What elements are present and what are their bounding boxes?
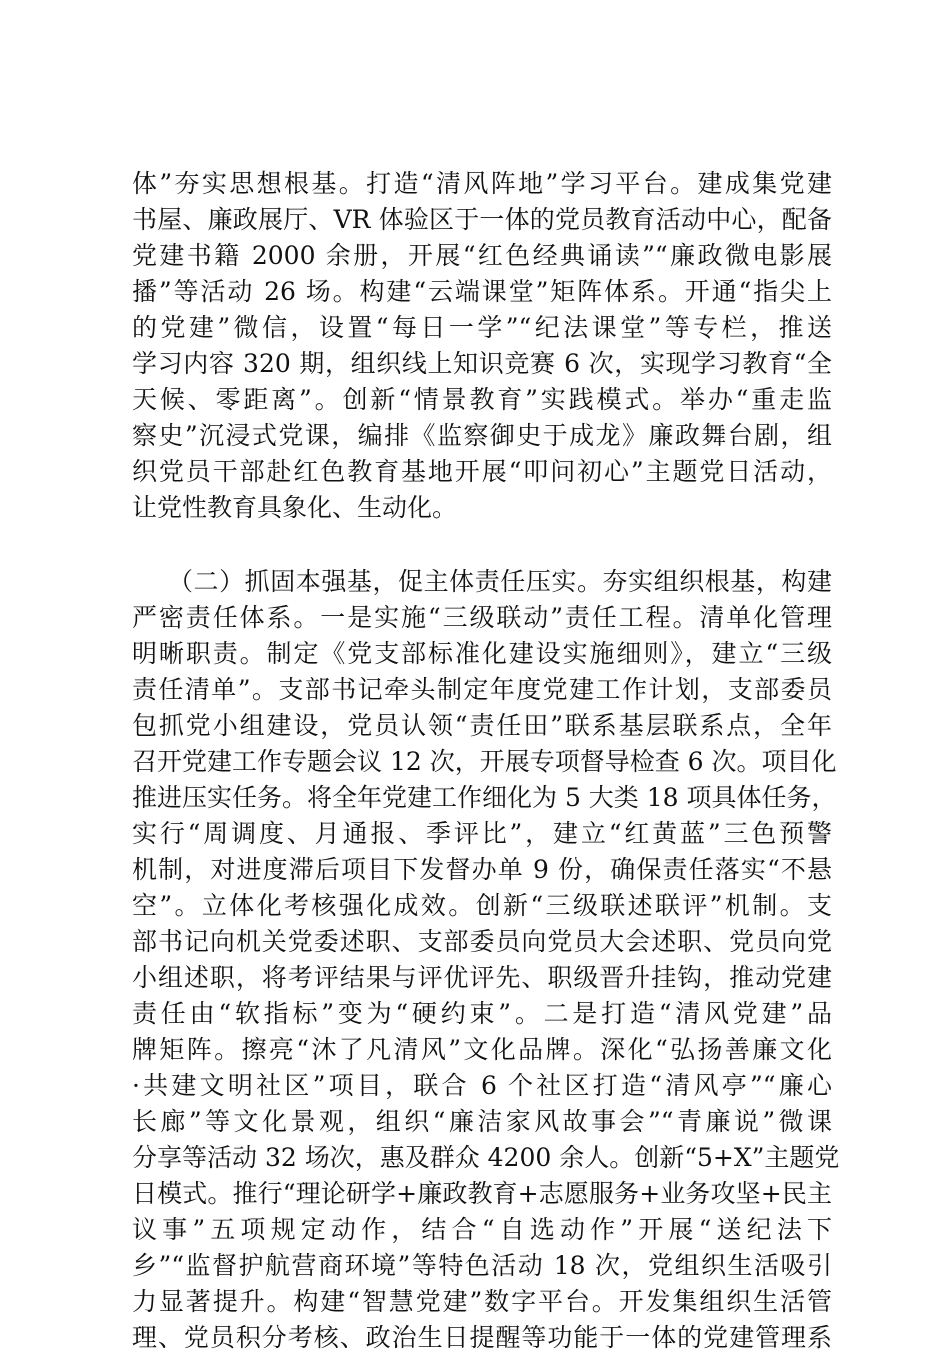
text-line: 党建书籍 2000 余册，开展“红色经典诵读”“廉政微电影展 <box>132 241 832 270</box>
text-line: 长廊”等文化景观，组织“廉洁家风故事会”“青廉说”微课 <box>132 1107 832 1136</box>
text-line: 议事”五项规定动作，结合“自选动作”开展“送纪法下 <box>132 1215 832 1244</box>
text-line: 推进压实任务。将全年党建工作细化为 5 大类 18 项具体任务， <box>132 783 837 812</box>
text-line: 分享等活动 32 场次，惠及群众 4200 余人。创新“5+X”主题党 <box>132 1143 840 1172</box>
text-line: 明晰职责。制定《党支部标准化建设实施细则》，建立“三级 <box>132 639 832 668</box>
text-line: 学习内容 320 期，组织线上知识竞赛 6 次，实现学习教育“全 <box>132 349 832 378</box>
text-line: 包抓党小组建设，党员认领“责任田”联系基层联系点，全年 <box>132 711 832 740</box>
text-line: 体”夯实思想根基。打造“清风阵地”学习平台。建成集党建 <box>132 169 832 198</box>
text-line: 空”。立体化考核强化成效。创新“三级联述联评”机制。支 <box>132 891 832 920</box>
text-line: 天候、零距离”。创新“情景教育”实践模式。举办“重走监 <box>132 385 832 414</box>
text-line: 书屋、廉政展厅、VR 体验区于一体的党员教育活动中心，配备 <box>132 205 832 234</box>
text-line: 察史”沉浸式党课，编排《监察御史于成龙》廉政舞台剧，组 <box>132 421 832 450</box>
text-line: 牌矩阵。擦亮“沐了凡清风”文化品牌。深化“弘扬善廉文化 <box>132 1035 832 1064</box>
text-line: 日模式。推行“理论研学+廉政教育+志愿服务+业务攻坚+民主 <box>132 1179 832 1208</box>
text-line: 小组述职，将考评结果与评优评先、职级晋升挂钩，推动党建 <box>132 963 832 992</box>
text-line: 部书记向机关党委述职、支部委员向党员大会述职、党员向党 <box>132 927 832 956</box>
text-line: 织党员干部赴红色教育基地开展“叩问初心”主题党日活动， <box>132 457 832 486</box>
text-line: ·共建文明社区”项目，联合 6 个社区打造“清风亭”“廉心 <box>132 1071 832 1100</box>
text-line: 力显著提升。构建“智慧党建”数字平台。开发集组织生活管 <box>132 1287 832 1316</box>
text-line: 实行“周调度、月通报、季评比”，建立“红黄蓝”三色预警 <box>132 819 832 848</box>
text-line: 播”等活动 26 场。构建“云端课堂”矩阵体系。开通“指尖上 <box>132 277 832 306</box>
text-line: 机制，对进度滞后项目下发督办单 9 份，确保责任落实“不悬 <box>132 855 832 884</box>
text-line: 责任由“软指标”变为“硬约束”。二是打造“清风党建”品 <box>132 999 832 1028</box>
text-line: 的党建”微信，设置“每日一学”“纪法课堂”等专栏，推送 <box>132 313 832 342</box>
text-line: 让党性教育具象化、生动化。 <box>132 493 458 522</box>
text-line: 严密责任体系。一是实施“三级联动”责任工程。清单化管理 <box>132 603 832 632</box>
text-line: 乡”“监督护航营商环境”等特色活动 18 次，党组织生活吸引 <box>132 1251 832 1280</box>
text-line: 责任清单”。支部书记牵头制定年度党建工作计划，支部委员 <box>132 675 832 704</box>
text-line: 理、党员积分考核、政治生日提醒等功能于一体的党建管理系 <box>132 1323 832 1352</box>
text-line: （二）抓固本强基，促主体责任压实。夯实组织根基，构建 <box>168 567 832 596</box>
text-line: 召开党建工作专题会议 12 次，开展专项督导检查 6 次。项目化 <box>132 747 837 776</box>
